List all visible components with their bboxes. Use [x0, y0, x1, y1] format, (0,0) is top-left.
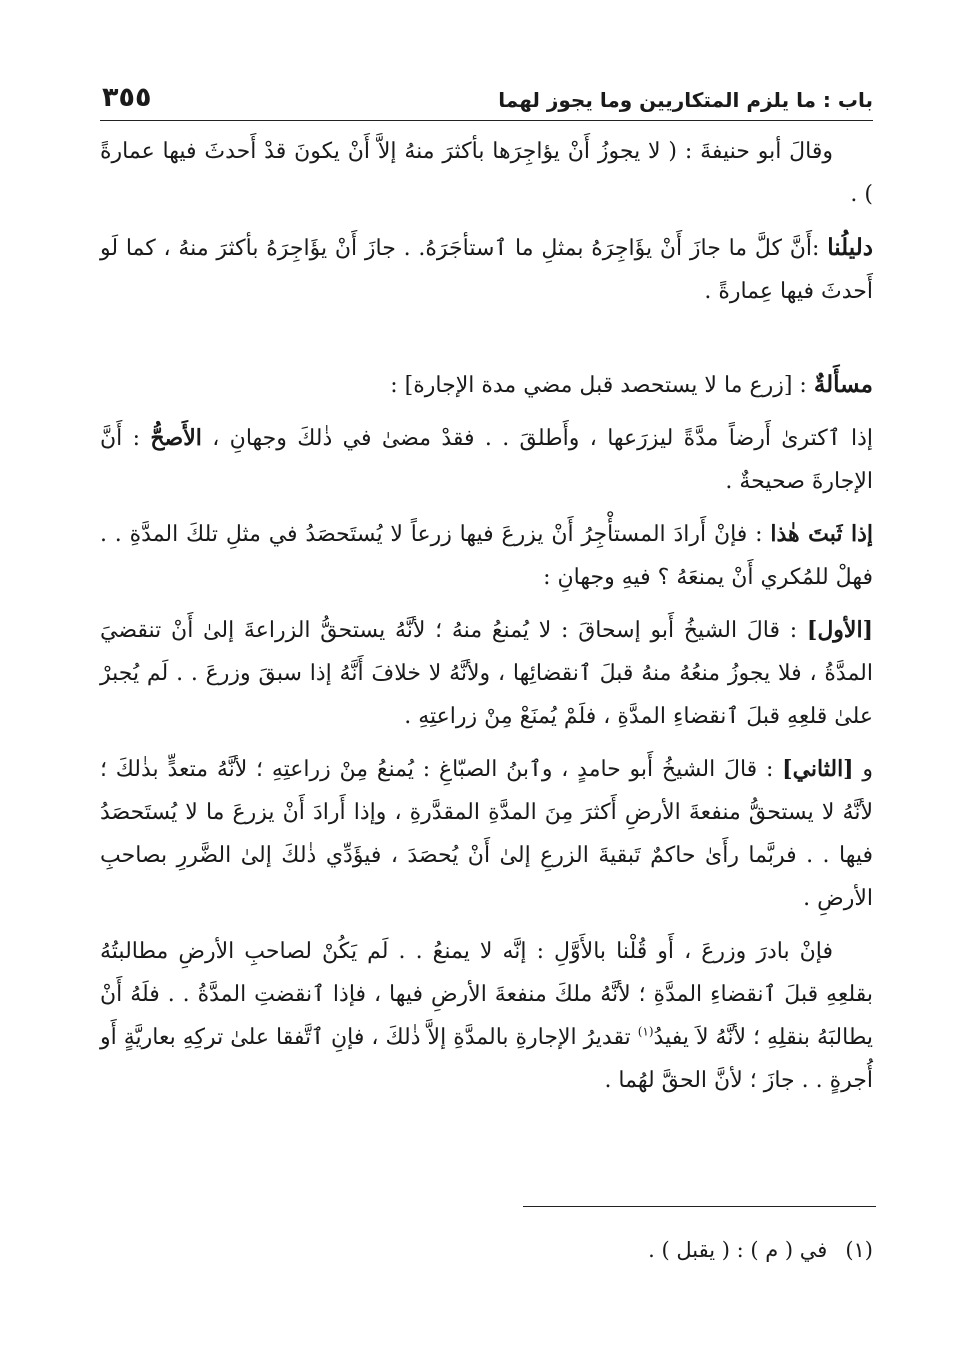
paragraph-text: وقالَ أبو حنيفةَ : ( لا يجوزُ أَنْ يؤاجِرَها بأكثرَ منهُ إلاَّ أَنْ يكونَ قدْ أَحدثَ فيها عمارةً ) .	[100, 139, 873, 207]
second-opinion-label: [الثاني]	[782, 756, 854, 782]
page-number: ٣٥٥	[102, 82, 152, 113]
first-opinion-label: [الأول]	[806, 617, 873, 643]
paragraph-evidence	[100, 226, 873, 313]
paragraph-text: : قالَ الشيخُ أَبو إسحاقَ : لا يُمنعُ منهُ ؛ لأنَّهُ يستحقُّ الزراعةَ إلىٰ أَنْ تنقضيَ المدَّةُ ، فلا يجوزُ منعُهُ منهُ قبلَ ٱنقضائِها ، ولأنَّهُ لا خلافَ أَنَّهُ إذا سبقَ وزرعَ . . لَم يُجبرْ علىٰ قلعِهِ قبلَ ٱنقضاءِ المدَّةِ ، فلَمْ يُمنَعْ مِنْ زراعتِهِ .	[100, 618, 873, 729]
paragraph-rental	[100, 417, 873, 503]
footnote-divider	[523, 1206, 876, 1207]
paragraph-second-opinion	[100, 748, 873, 920]
paragraph-text: :أَنَّ كلَّ ما جازَ أَنْ يؤَاجِرَهُ بمثلِ ما ٱستأجَرَهُ. . جازَ أَنْ يؤَاجِرَهُ بأكثرَ منهُ ، كما لَو أَحدثَ فيها عِمارةً .	[100, 236, 873, 304]
conjunction: و	[853, 757, 873, 782]
paragraph-text: : أَنَّ الإجارةَ صحيحةٌ .	[100, 426, 873, 494]
paragraph-text: : فإنْ أَرادَ المستأْجِرُ أَنْ يزرعَ فيها زرعاً لا يُستَحصَدُ في مثلِ تلكَ المدَّةِ . . فهلْ للمُكري أَنْ يمنعَهُ ؟ فيهِ وجهانِ :	[100, 522, 873, 590]
footnote-text: في ( م ) : ( يقبل ) .	[648, 1238, 828, 1262]
running-title: باب : ما يلزم المتكاريين وما يجوز لهما	[498, 88, 873, 112]
paragraph-text: فإنْ بادرَ وزرعَ ، أَو قُلْنا بالأَوَّلِ : إنَّه لا يمنعُ . . لَم يَكُنْ لصاحبِ الأرضِ مطالبتُهُ بقلعِهِ قبلَ ٱنقضاءِ المدَّةِ ؛ لأنَّهُ ملكَ منفعةَ الأرضِ فيها ، فإذا ٱنقضتِ المدَّةُ . . فلَهُ أَنْ يطالبَهُ بنقلِهِ ؛ لأنَّهُ لاَ يفيدُ	[100, 939, 873, 1050]
paragraph-abu-hanifa	[100, 130, 873, 216]
preferred-opinion-label: الأَصحُّ	[150, 425, 202, 451]
paragraph-if-established	[100, 513, 873, 599]
paragraph-first-opinion	[100, 609, 873, 738]
main-text	[100, 130, 873, 1112]
evidence-heading: دليلُنا	[827, 234, 873, 261]
paragraph-text: : قالَ الشيخُ أَبو حامدٍ ، وٱبنُ الصبّاغِ : يُمنعُ مِنْ زراعتِهِ ؛ لأنَّهُ متعدٍّ بذٰلكَ ؛ لأنَّهُ لا يستحقُّ منفعةَ الأرضِ أَكثرَ مِنَ المدَّةِ المقدَّرةِ ، وإذا أَرادَ أَنْ يزرعَ ما لا يُستَحصَدُ فيها . . فربَّما رأَىٰ حاكمٌ تَبقيةَ الزرعِ إلىٰ أَنْ يُحصَدَ ، فيؤَدِّي ذٰلكَ إلىٰ الضَّررِ بصاحبِ الأرضِ .	[100, 757, 873, 911]
page-header	[100, 76, 873, 121]
footnote-reference[interactable]: (١)	[637, 1024, 654, 1039]
paragraph-text: إذا ٱكترىٰ أَرضاً مدَّةً ليزرَعها ، وأَطلقَ . . فقدْ مضىٰ في ذٰلكَ وجهانِ ،	[201, 426, 873, 451]
footnote	[100, 1232, 873, 1268]
paragraph-text: تقديرُ الإجارةِ بالمدَّةِ إلاَّ ذٰلكَ ، فإنِ ٱتَّفقا علىٰ تركِهِ بعاريَّةٍ أَو أُجرةٍ . . جازَ ؛ لأنَّ الحقَّ لهُما .	[100, 1025, 873, 1093]
issue-heading-paragraph	[100, 363, 873, 407]
issue-heading: مسأَلةٌ	[813, 371, 873, 398]
issue-title: : [زرع ما لا يستحصد قبل مضي مدة الإجارة] :	[390, 373, 814, 398]
paragraph-if-planted	[100, 930, 873, 1102]
footnote-number: (١)	[845, 1238, 873, 1262]
condition-heading: إذا ثَبتَ هٰذا	[770, 521, 873, 547]
